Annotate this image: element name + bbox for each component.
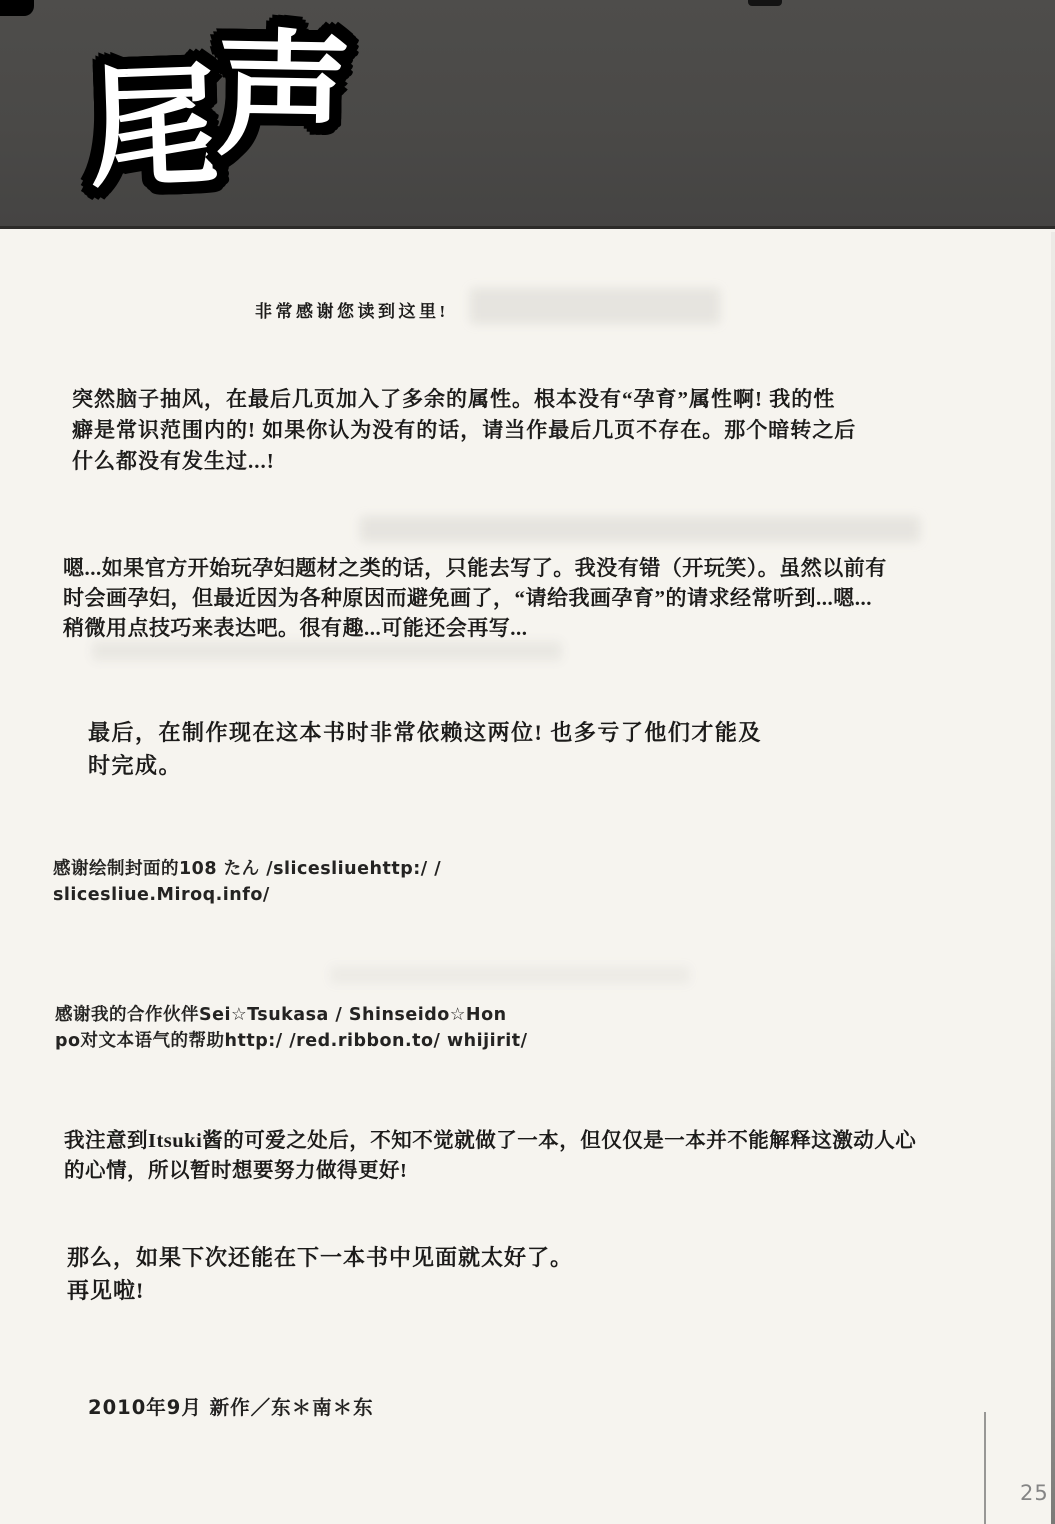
text-line: 嗯...如果官方开始玩孕妇题材之类的话，只能去写了。我没有错（开玩笑）。虽然以前有 — [63, 556, 887, 580]
credit-partner — [55, 1002, 528, 1054]
page-header-band — [0, 0, 1055, 229]
page-number: 25 — [1020, 1481, 1049, 1505]
text-line: 最后，在制作现在这本书时非常依赖这两位! 也多亏了他们才能及 — [88, 720, 762, 745]
text-line: 那么，如果下次还能在下一本书中见面就太好了。 — [67, 1245, 574, 1270]
text-line: 非常感谢您读到这里! — [255, 302, 449, 321]
scan-page-edge-shadow — [1051, 232, 1055, 1524]
intro-thanks-line — [255, 300, 449, 324]
text-line: 时完成。 — [88, 753, 183, 778]
scan-bleed-artifact — [92, 641, 562, 661]
page-title — [85, 16, 354, 212]
credit-url: slicesliue.Miroq.info/ — [53, 885, 270, 905]
paragraph-attribute-apology — [72, 384, 856, 477]
text-line: 突然脑子抽风，在最后几页加入了多余的属性。根本没有“孕育”属性啊! 我的性 — [72, 387, 836, 411]
scan-bleed-artifact — [330, 966, 690, 984]
text-line: 感谢绘制封面的108 たん /slicesliuehttp:/ / — [53, 859, 442, 879]
text-line: 2010年9月 新作／东＊南＊东 — [88, 1396, 374, 1419]
date-signature-line — [88, 1392, 374, 1420]
text-line: 癖是常识范围内的! 如果你认为没有的话，请当作最后几页不存在。那个暗转之后 — [72, 418, 857, 442]
title-char-1: 尾 — [85, 48, 224, 208]
text-line: 什么都没有发生过...! — [72, 449, 275, 473]
scan-bleed-artifact — [360, 516, 920, 542]
paragraph-topic-discussion — [63, 553, 887, 643]
title-char-2: 声 — [214, 16, 354, 178]
text-line: 稍微用点技巧来表达吧。很有趣...可能还会再写... — [63, 616, 528, 640]
scan-bleed-artifact — [470, 288, 720, 324]
credit-cover-artist — [53, 856, 441, 908]
text-line: 感谢我的合作伙伴Sei☆Tsukasa / Shinseido☆Hon — [55, 1005, 507, 1025]
scan-fold-line — [984, 1412, 986, 1524]
text-line: 再见啦! — [67, 1278, 145, 1303]
credit-url: po对文本语气的帮助http:/ /red.ribbon.to/ whijirit/ — [55, 1031, 528, 1051]
paragraph-thanks-helpers — [88, 716, 762, 782]
text-line: 的心情，所以暂时想要努力做得更好! — [64, 1160, 408, 1182]
text-line: 时会画孕妇，但最近因为各种原因而避免画了，“请给我画孕育”的请求经常听到...嗯... — [63, 586, 872, 610]
text-line: 我注意到Itsuki酱的可爱之处后，不知不觉就做了一本，但仅仅是一本并不能解释这激动人心 — [64, 1130, 917, 1152]
paragraph-farewell — [67, 1241, 573, 1307]
scan-edge-mark — [748, 0, 782, 6]
scan-corner-mark — [0, 0, 34, 16]
paragraph-itsuki-note — [64, 1126, 916, 1186]
